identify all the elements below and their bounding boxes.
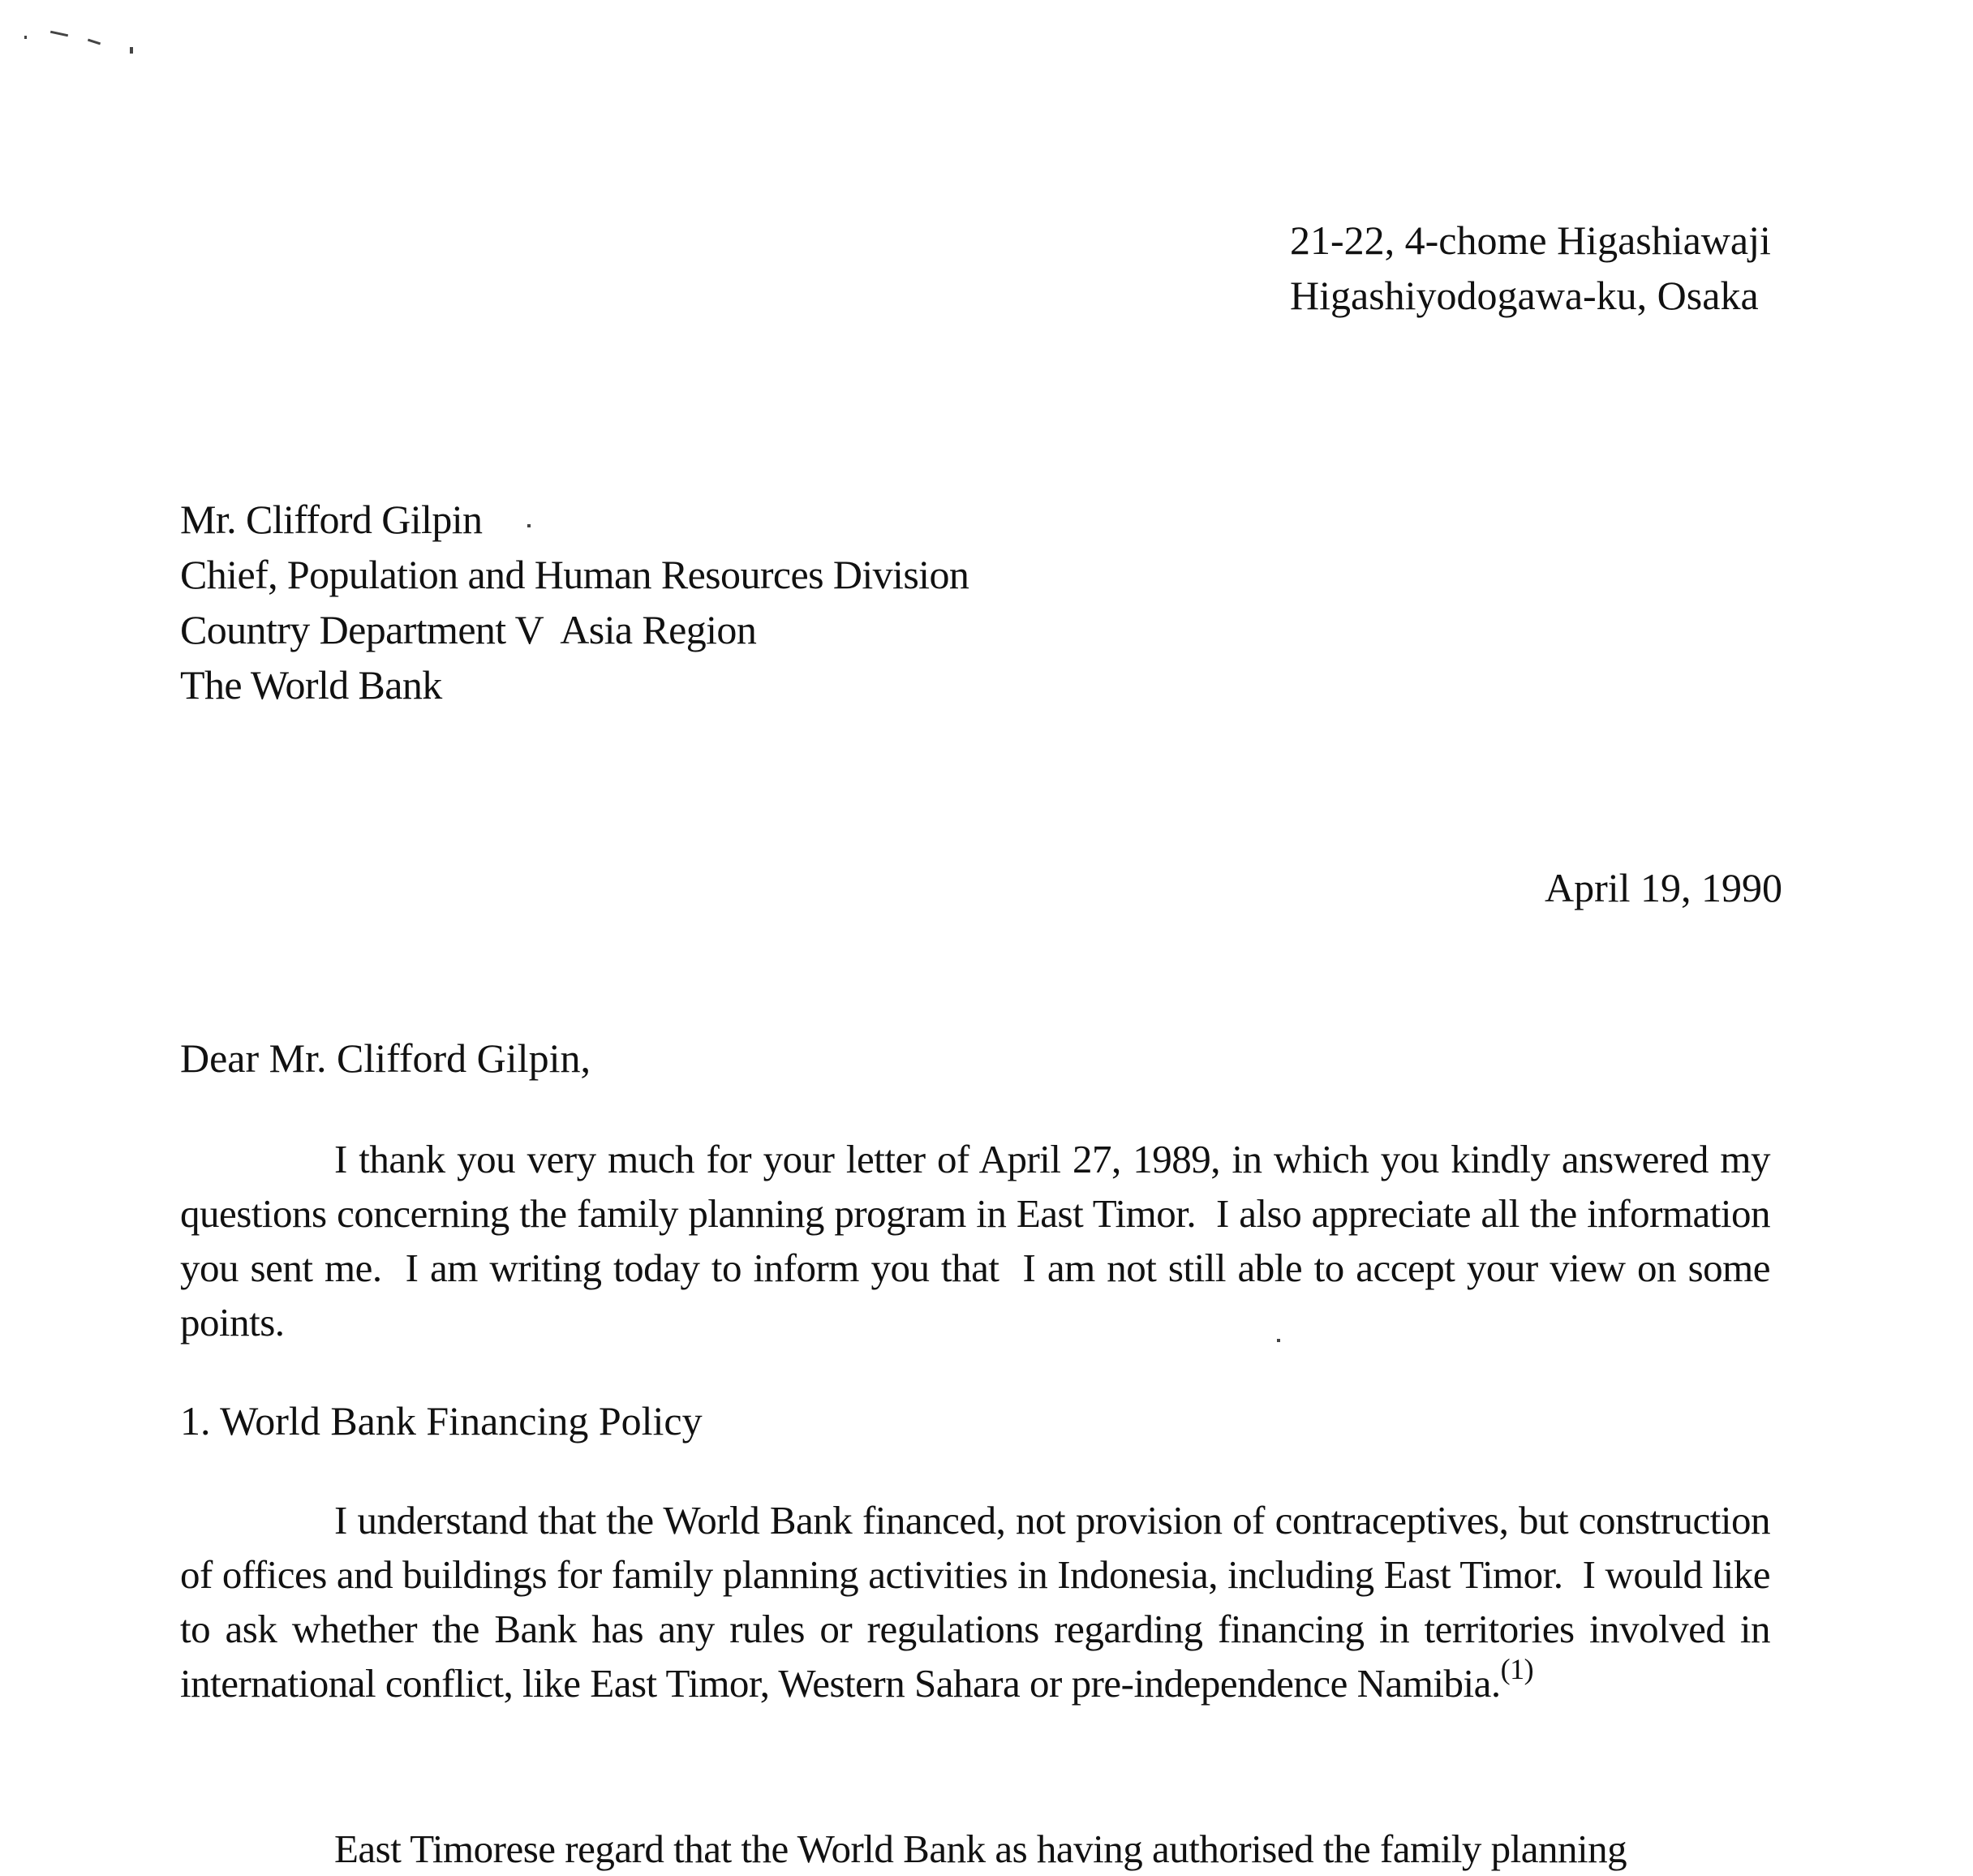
scan-mark [130,47,133,54]
footnote-marker: (1) [1500,1653,1534,1685]
body-paragraph-1-text: I thank you very much for your letter of April 27, 1989, in which you kindly answered my questions concerning the family planning program in East Timor. I also appreciate all the information you sent me. I am writing today to inform you that I am not still able to accept your view on some points. [180,1137,1780,1345]
sender-address [1290,213,1771,323]
sender-address-line1: 21-22, 4-chome Higashiawaji [1290,217,1771,263]
body-paragraph-1 [180,1132,1780,1349]
body-paragraph-2-text: I understand that the World Bank financed, not provision of contraceptives, but construction of offices and buildings for family planning activities in Indonesia, including East Timor. I would like to ask whether the Bank has any rules or regulations regarding financing in territories involved in international conflict, like East Timor, Western Sahara or pre-independence Namibia. [180,1498,1780,1706]
body-paragraph-2 [180,1493,1780,1710]
recipient-block [180,492,969,712]
recipient-organization: The World Bank [180,662,442,708]
letter-date: April 19, 1990 [1545,865,1783,910]
section-heading-1: 1. World Bank Financing Policy [180,1398,703,1444]
salutation: Dear Mr. Clifford Gilpin, [180,1035,591,1081]
recipient-name: Mr. Clifford Gilpin [180,497,483,542]
recipient-department: Country Department V Asia Region [180,607,757,652]
recipient-title: Chief, Population and Human Resources Division [180,552,969,597]
sender-address-line2: Higashiyodogawa-ku, Osaka [1290,273,1759,318]
scan-mark [24,36,27,39]
scan-mark [88,39,101,45]
scan-mark [50,31,68,37]
body-paragraph-3-text: East Timorese regard that the World Bank as having authorised the family planning [334,1827,1627,1871]
body-paragraph-3 [180,1822,1770,1876]
